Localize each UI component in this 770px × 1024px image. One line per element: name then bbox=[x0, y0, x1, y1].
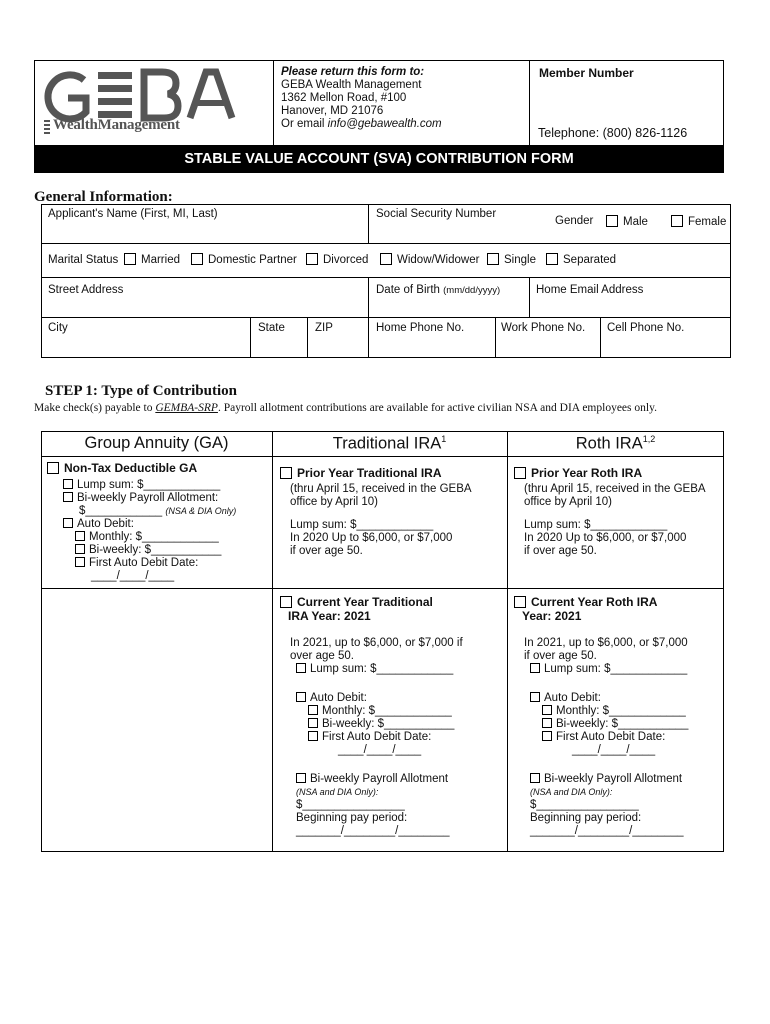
checkbox-cur-roth[interactable] bbox=[514, 596, 526, 608]
marital-single[interactable]: Single bbox=[487, 253, 536, 266]
form-title: STABLE VALUE ACCOUNT (SVA) CONTRIBUTION FORM bbox=[34, 146, 724, 173]
checkbox-ga-lump[interactable] bbox=[63, 479, 73, 489]
marital-divorced[interactable]: Divorced bbox=[306, 253, 368, 266]
cur-roth-auto[interactable]: Auto Debit: bbox=[514, 692, 688, 705]
checkbox-ga[interactable] bbox=[47, 462, 59, 474]
cur-roth-lump[interactable]: Lump sum: $____________ bbox=[514, 663, 688, 676]
city-field[interactable]: City bbox=[48, 322, 68, 334]
checkbox-cur-trad-biweekly[interactable] bbox=[308, 718, 318, 728]
marital-widow[interactable]: Widow/Widower bbox=[380, 253, 479, 266]
checkbox-ga-first[interactable] bbox=[75, 557, 85, 567]
checkbox-cur-roth-monthly[interactable] bbox=[542, 705, 552, 715]
header-traditional-ira: Traditional IRA$^1$ bbox=[332, 434, 447, 453]
gender-female[interactable]: Female bbox=[671, 215, 726, 228]
step1-heading: STEP 1: Type of Contribution bbox=[45, 383, 237, 399]
cur-trad-section: Current Year Traditional IRA Year: 2021 In 2021, up to $6,000, or $7,000 if over age 50. Lump sum: $____________ Auto Debit: Monthly: $____________ Bi-weekly: $___________ First Auto Debit Date: ____/____/____ Bi-weekly Payroll Allotment (NSA and DIA Only): $________________ Beginning pay period: _______/________/________ bbox=[280, 596, 463, 838]
checkbox-cur-trad-first[interactable] bbox=[308, 731, 318, 741]
cur-trad-option[interactable]: Current Year Traditional bbox=[280, 596, 463, 610]
ga-section bbox=[47, 462, 236, 583]
cur-roth-first[interactable]: First Auto Debit Date: bbox=[514, 731, 688, 744]
checkbox-cur-trad[interactable] bbox=[280, 596, 292, 608]
step1-description: Make check(s) payable to GEMBA-SRP. Payroll allotment contributions are available for active civilian NSA and DIA employees only. bbox=[34, 402, 657, 414]
gender-label: Gender bbox=[555, 215, 594, 227]
checkbox-separated[interactable] bbox=[546, 253, 558, 265]
marital-domestic-partner[interactable]: Domestic Partner bbox=[191, 253, 297, 266]
gender-male[interactable]: Male bbox=[606, 215, 648, 228]
prior-roth-lump[interactable]: Lump sum: $____________ bbox=[524, 518, 668, 531]
cur-roth-monthly[interactable]: Monthly: $____________ bbox=[514, 705, 688, 718]
ga-option[interactable]: Non-Tax Deductible GA bbox=[47, 462, 236, 476]
checkbox-female[interactable] bbox=[671, 215, 683, 227]
return-email-link[interactable]: info@gebawealth.com bbox=[327, 118, 442, 130]
prior-roth-section: Prior Year Roth IRA (thru April 15, received in the GEBA office by April 10) Lump sum: $____________ In 2020 Up to $6,000, or $7,000 if over age 50. bbox=[514, 467, 706, 558]
checkbox-ga-monthly[interactable] bbox=[75, 531, 85, 541]
zip-field[interactable]: ZIP bbox=[315, 322, 333, 334]
checkbox-cur-trad-monthly[interactable] bbox=[308, 705, 318, 715]
checkbox-widow[interactable] bbox=[380, 253, 392, 265]
ga-monthly[interactable]: Monthly: $____________ bbox=[47, 531, 236, 544]
ga-biweekly-debit[interactable]: Bi-weekly: $___________ bbox=[47, 544, 236, 557]
checkbox-cur-trad-lump[interactable] bbox=[296, 663, 306, 673]
ga-first-debit[interactable]: First Auto Debit Date: bbox=[47, 557, 236, 570]
cur-trad-biweekly[interactable]: Bi-weekly: $___________ bbox=[280, 718, 463, 731]
geba-logo bbox=[40, 66, 270, 138]
checkbox-cur-roth-first[interactable] bbox=[542, 731, 552, 741]
checkbox-ga-auto[interactable] bbox=[63, 518, 73, 528]
checkbox-cur-roth-lump[interactable] bbox=[530, 663, 540, 673]
work-phone-field[interactable]: Work Phone No. bbox=[501, 322, 586, 334]
checkbox-divorced[interactable] bbox=[306, 253, 318, 265]
cur-trad-monthly[interactable]: Monthly: $____________ bbox=[280, 705, 463, 718]
checkbox-ga-biweekly2[interactable] bbox=[75, 544, 85, 554]
cur-trad-payroll[interactable]: Bi-weekly Payroll Allotment bbox=[280, 773, 463, 786]
cur-roth-section: Current Year Roth IRA Year: 2021 In 2021, up to $6,000, or $7,000 if over age 50. Lump sum: $____________ Auto Debit: Monthly: $____________ Bi-weekly: $___________ First Auto Debit Date: ____/____/____ Bi-weekly Payroll Allotment (NSA and DIA Only): $________________ Beginning pay period: _______/________/________ bbox=[514, 596, 688, 838]
logo-subtitle: WealthManagement bbox=[53, 117, 180, 133]
return-heading: Please return this form to: bbox=[281, 66, 425, 78]
checkbox-married[interactable] bbox=[124, 253, 136, 265]
checkbox-male[interactable] bbox=[606, 215, 618, 227]
ssn-field[interactable]: Social Security Number bbox=[376, 208, 497, 220]
prior-trad-section: Prior Year Traditional IRA (thru April 15, received in the GEBA office by April 10) Lump sum: $____________ In 2020 Up to $6,000, or $7,000 if over age 50. bbox=[280, 467, 472, 558]
ga-auto-debit[interactable]: Auto Debit: bbox=[47, 518, 236, 531]
checkbox-cur-trad-payroll[interactable] bbox=[296, 773, 306, 783]
prior-roth-option[interactable]: Prior Year Roth IRA bbox=[514, 467, 706, 481]
applicant-name-field[interactable]: Applicant's Name (First, MI, Last) bbox=[48, 208, 218, 220]
return-line3: Hanover, MD 21076 bbox=[281, 105, 384, 117]
payee-name: GEMBA-SRP bbox=[155, 402, 218, 414]
checkbox-cur-roth-biweekly[interactable] bbox=[542, 718, 552, 728]
return-line2: 1362 Mellon Road, #100 bbox=[281, 92, 407, 104]
marital-status-label: Marital Status bbox=[48, 254, 119, 266]
cur-trad-first[interactable]: First Auto Debit Date: bbox=[280, 731, 463, 744]
checkbox-prior-roth[interactable] bbox=[514, 467, 526, 479]
member-number-label: Member Number bbox=[539, 66, 634, 80]
checkbox-prior-trad[interactable] bbox=[280, 467, 292, 479]
home-email-field[interactable]: Home Email Address bbox=[536, 284, 644, 296]
marital-married[interactable]: Married bbox=[124, 253, 180, 266]
home-phone-field[interactable]: Home Phone No. bbox=[376, 322, 465, 334]
state-field[interactable]: State bbox=[258, 322, 285, 334]
cur-roth-payroll[interactable]: Bi-weekly Payroll Allotment bbox=[514, 773, 688, 786]
checkbox-cur-roth-auto[interactable] bbox=[530, 692, 540, 702]
ga-biweekly-amount: $____________ (NSA & DIA Only) bbox=[79, 504, 237, 517]
cell-phone-field[interactable]: Cell Phone No. bbox=[607, 322, 685, 334]
return-line1: GEBA Wealth Management bbox=[281, 79, 422, 91]
checkbox-ga-biweekly[interactable] bbox=[63, 492, 73, 502]
prior-trad-lump[interactable]: Lump sum: $____________ bbox=[290, 518, 434, 531]
ga-lump-sum[interactable]: Lump sum: $____________ bbox=[47, 479, 236, 492]
telephone: Telephone: (800) 826-1126 bbox=[538, 126, 688, 140]
checkbox-single[interactable] bbox=[487, 253, 499, 265]
cur-trad-lump[interactable]: Lump sum: $____________ bbox=[280, 663, 463, 676]
cur-roth-option[interactable]: Current Year Roth IRA bbox=[514, 596, 688, 610]
return-address bbox=[281, 66, 442, 131]
marital-separated[interactable]: Separated bbox=[546, 253, 616, 266]
prior-trad-option[interactable]: Prior Year Traditional IRA bbox=[280, 467, 472, 481]
header-group-annuity: Group Annuity (GA) bbox=[84, 434, 229, 452]
checkbox-cur-trad-auto[interactable] bbox=[296, 692, 306, 702]
checkbox-domestic-partner[interactable] bbox=[191, 253, 203, 265]
header-roth-ira: Roth IRA$^{1,2}$ bbox=[575, 434, 656, 453]
checkbox-cur-roth-payroll[interactable] bbox=[530, 773, 540, 783]
street-address-field[interactable]: Street Address bbox=[48, 284, 124, 296]
cur-roth-biweekly[interactable]: Bi-weekly: $___________ bbox=[514, 718, 688, 731]
general-heading: General Information: bbox=[34, 189, 173, 205]
dob-field[interactable]: Date of Birth (mm/dd/yyyy) bbox=[376, 284, 501, 296]
ga-first-debit-date: ____/____/____ bbox=[91, 569, 175, 582]
cur-trad-auto[interactable]: Auto Debit: bbox=[280, 692, 463, 705]
return-email-line: Or email info@gebawealth.com bbox=[281, 118, 442, 130]
ga-biweekly[interactable]: Bi-weekly Payroll Allotment: bbox=[47, 492, 236, 505]
